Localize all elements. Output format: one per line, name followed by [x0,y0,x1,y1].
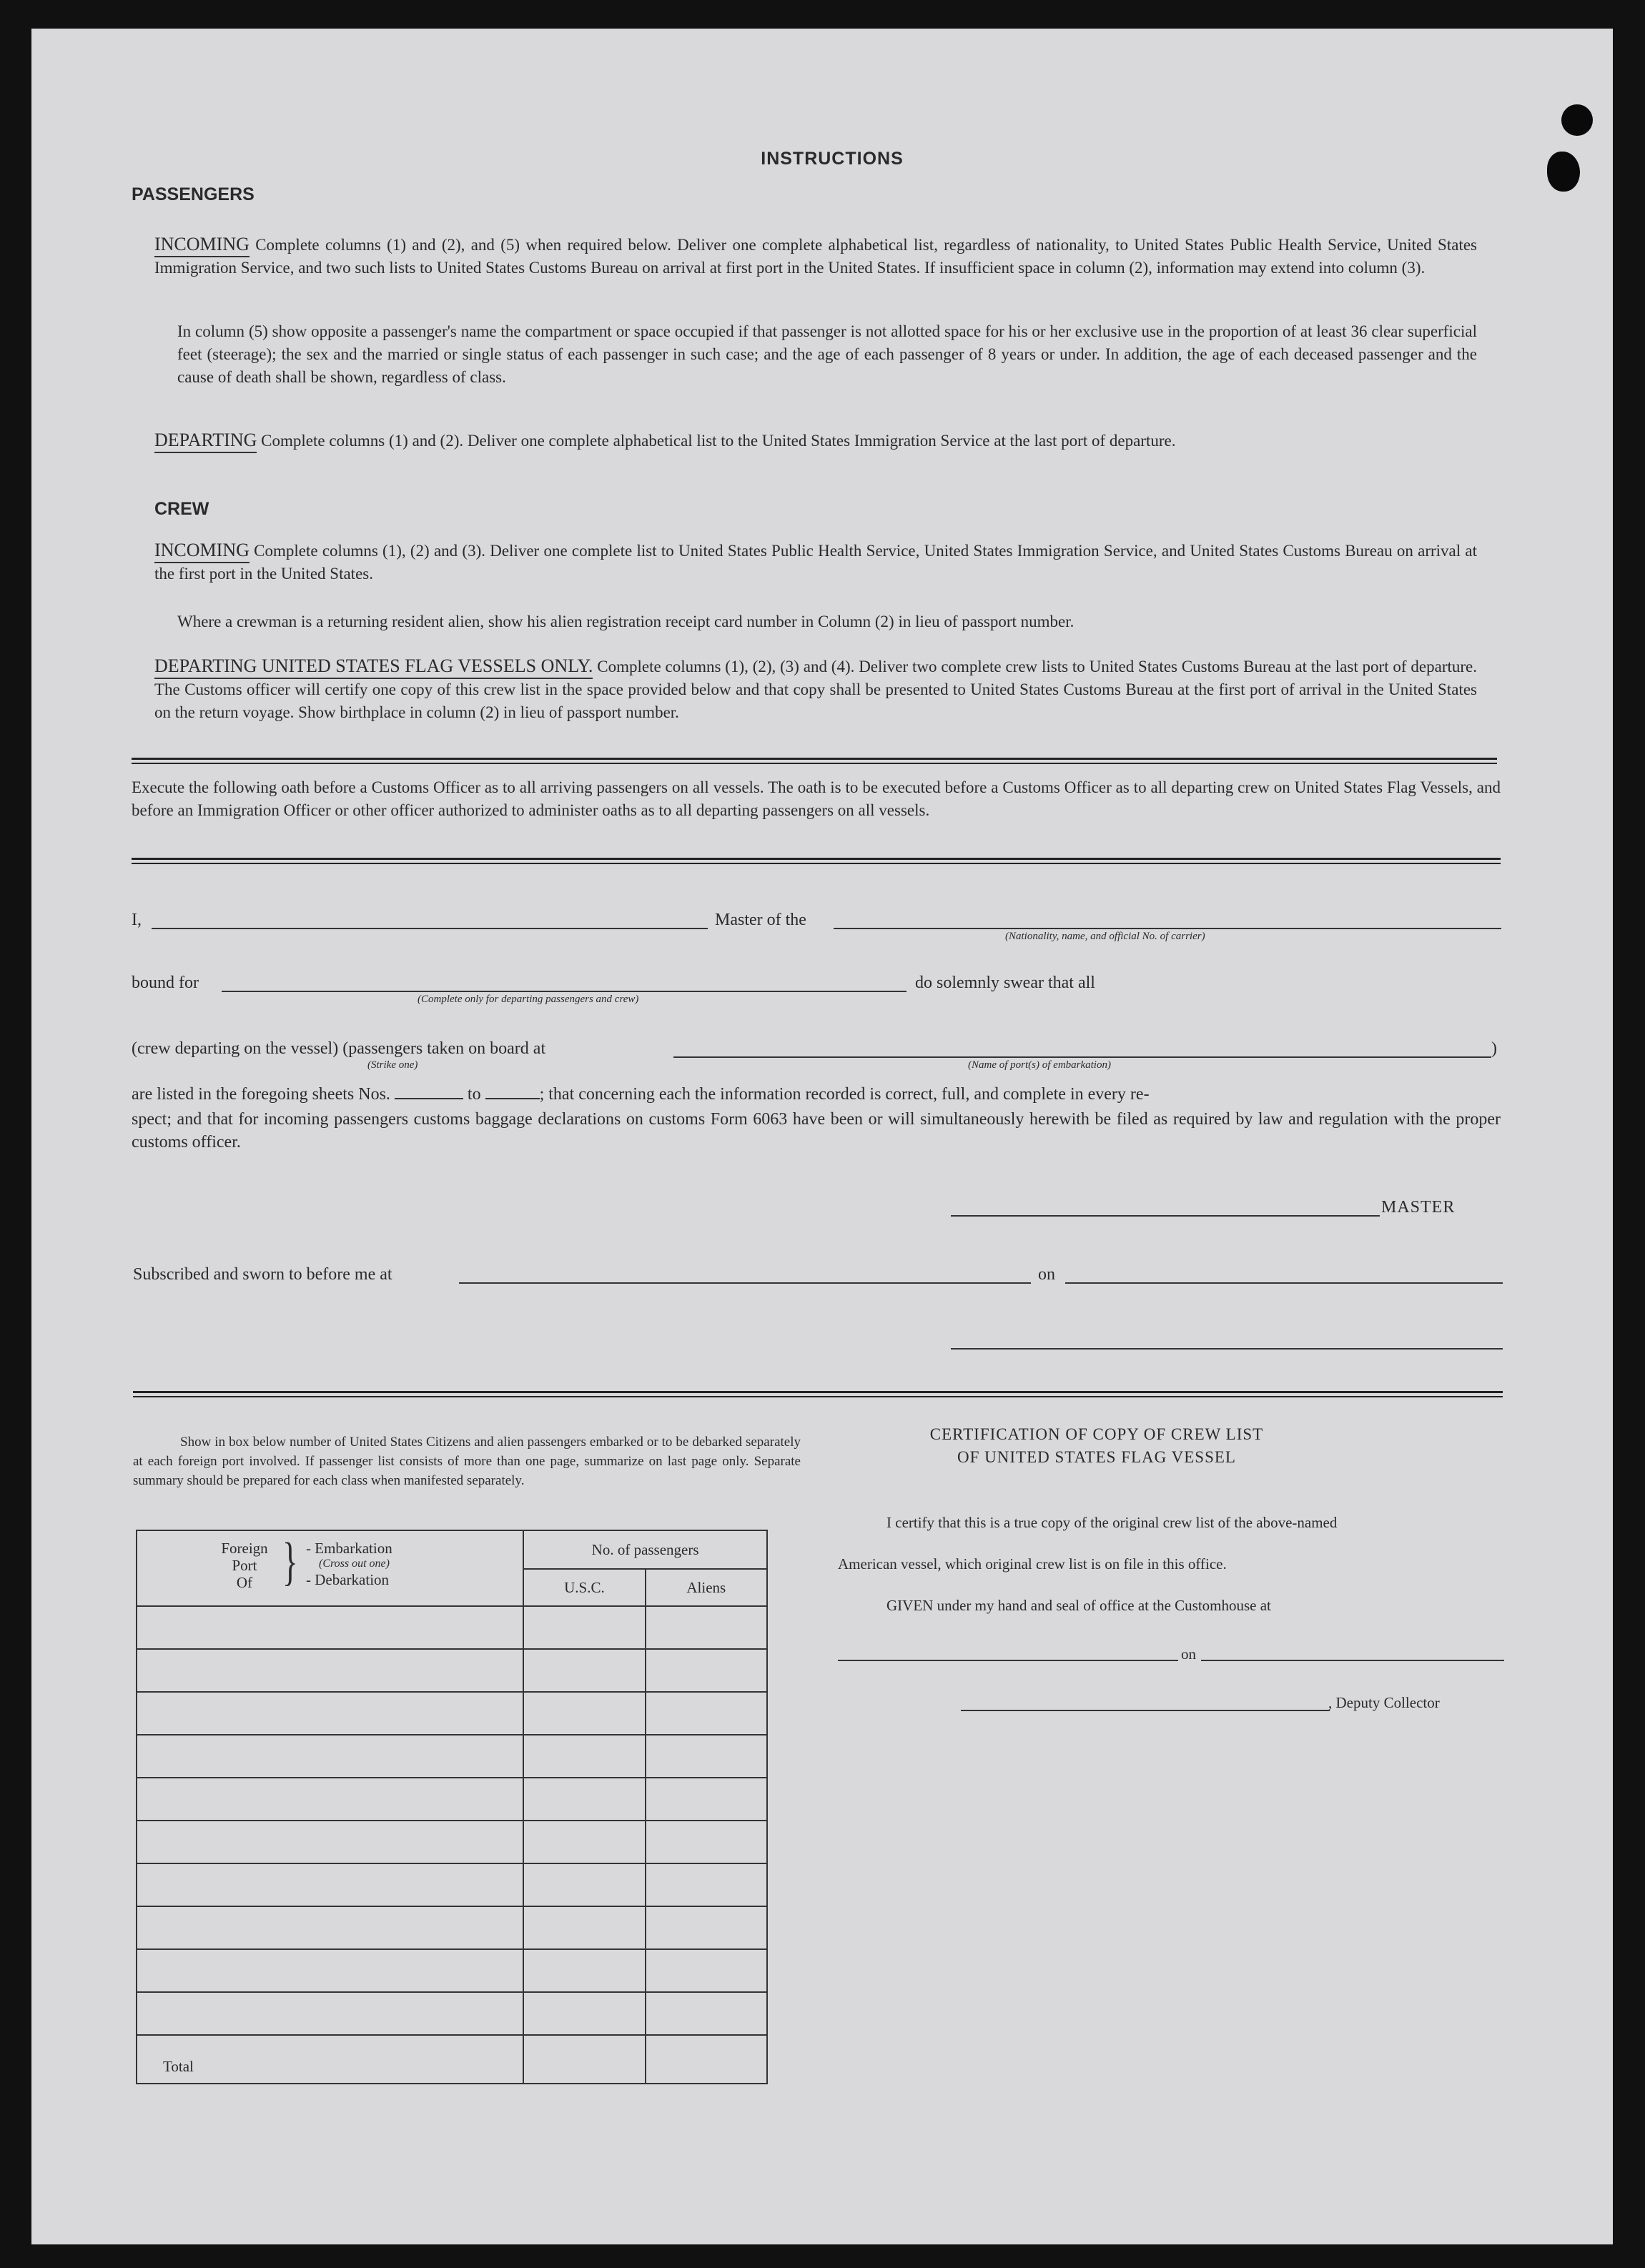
divider-1 [132,758,1497,764]
aliens-cell[interactable] [646,1606,767,1649]
incoming-passengers-block [154,233,1477,279]
master-of-the-label: Master of the [715,911,806,929]
master-signature-field[interactable] [951,1215,1380,1217]
complete-only-note: (Complete only for departing passengers and crew) [418,994,639,1005]
cert-on-label: on [1181,1645,1196,1663]
officer-signature-field[interactable] [951,1348,1503,1350]
crew-heading: CREW [154,499,209,519]
usc-cell[interactable] [523,1735,645,1778]
usc-cell[interactable] [523,1692,645,1735]
form-page [31,29,1613,2244]
usc-cell[interactable] [523,1778,645,1821]
port-embarkation-field[interactable] [673,1056,1491,1058]
aliens-cell[interactable] [646,1735,767,1778]
aliens-cell[interactable] [646,1692,767,1735]
usc-header: U.S.C. [523,1569,645,1606]
listed-line-1 [132,1085,1501,1104]
subscribed-date-field[interactable] [1065,1282,1503,1284]
passengers-heading: PASSENGERS [132,184,255,204]
aliens-cell[interactable] [646,1906,767,1949]
subscribed-place-field[interactable] [459,1282,1031,1284]
usc-cell[interactable] [523,1992,645,2035]
port-cell[interactable] [137,1906,523,1949]
of-label: Of [236,1574,253,1591]
aliens-cell[interactable] [646,1949,767,1992]
port-cell[interactable] [137,1735,523,1778]
embarkation-options [306,1540,392,1588]
incoming-label: INCOMING [154,234,250,257]
summary-intro: Show in box below number of United States Citizens and alien passengers embarked or to be debarked separately at each foreign port involved. If passenger list consists of more than one page, summarize on last page only. Separate summary should be prepared for each class when manifested separately. [133,1435,801,1488]
listed-b: ; that concerning each the information recorded is correct, full, and complete in every re- [539,1085,1150,1104]
subscribed-label: Subscribed and sworn to before me at [133,1265,392,1284]
column5-paragraph: In column (5) show opposite a passenger's name the compartment or space occupied if that passenger is not allotted space for his or her exclusive use in the proportion of at least 36 clear superficial feet (steerage); the sex and the married or single status of each passenger in such case; and the age of each passenger of 8 years or under. In addition, the age of each deceased passenger and the cause of death shall be shown, regardless of class. [177,322,1477,386]
sheet-to-field[interactable] [485,1098,540,1099]
master-label: MASTER [1381,1198,1456,1217]
certification-title-1: CERTIFICATION OF COPY OF CREW LIST [929,1425,1264,1443]
no-passengers-header: No. of passengers [523,1530,767,1569]
aliens-cell[interactable] [646,1778,767,1821]
vessel-field[interactable] [834,928,1501,929]
aliens-cell[interactable] [646,1821,767,1863]
i-label: I, [132,911,142,929]
usc-cell[interactable] [523,1906,645,1949]
nationality-note: (Nationality, name, and official No. of carrier) [1005,931,1205,942]
swear-label: do solemnly swear that all [915,974,1095,992]
subscribed-on-label: on [1038,1265,1055,1284]
usc-cell[interactable] [523,1863,645,1906]
departing-flag-text: Complete columns (1), (2), (3) and (4). Deliver two complete crew lists to United States Customs Bureau at the last port of departure. The Customs officer will certify one copy of this crew list in the space provided below and that copy shall be presented to United States Customs Bureau at the first port of arrival in the United States on the return voyage. Show birthplace in column (2) in lieu of passport number. [154,658,1478,721]
port-header-cell [137,1530,523,1606]
close-paren: ) [1491,1039,1497,1058]
aliens-header: Aliens [646,1569,767,1606]
listed-a: are listed in the foregoing sheets Nos. [132,1085,390,1104]
port-cell[interactable] [137,1821,523,1863]
customhouse-field[interactable] [838,1660,1178,1661]
total-label: Total [163,2058,194,2075]
punch-hole-top [1561,104,1593,136]
ports-note: (Name of port(s) of embarkation) [968,1059,1111,1071]
total-aliens-cell[interactable] [646,2035,767,2084]
port-cell[interactable] [137,1949,523,1992]
deputy-collector-label: , Deputy Collector [1328,1694,1440,1711]
certification-title-2: OF UNITED STATES FLAG VESSEL [957,1448,1236,1466]
crew-incoming-block [154,539,1477,585]
strike-one-note: (Strike one) [367,1059,418,1071]
crew-incoming-label: INCOMING [154,540,250,563]
total-label-cell [137,2035,523,2084]
port-cell[interactable] [137,1606,523,1649]
embarkation-label: - Embarkation [306,1540,392,1557]
sheet-from-field[interactable] [395,1098,463,1099]
departing-flag-label: DEPARTING UNITED STATES FLAG VESSELS ONLY. [154,655,593,679]
departing-passengers-block [154,429,1477,452]
cross-out-label: (Cross out one) [319,1558,390,1570]
brace-icon: } [282,1532,298,1591]
punch-hole-bottom [1547,152,1580,192]
debarkation-label: - Debarkation [306,1571,390,1588]
foreign-port-of [216,1540,273,1591]
aliens-cell[interactable] [646,1649,767,1692]
deputy-signature-field[interactable] [961,1710,1330,1711]
oath-intro: Execute the following oath before a Customs Officer as to all arriving passengers on all vessels. The oath is to be executed before a Customs Officer as to all departing crew on United States Flag Vessels, and before an Immigration Officer or other officer authorized to administer oaths as to all departing passengers on all vessels. [132,778,1501,819]
port-cell[interactable] [137,1692,523,1735]
total-usc-cell[interactable] [523,2035,645,2084]
cert-date-field[interactable] [1201,1660,1504,1661]
divider-3 [133,1391,1503,1397]
usc-cell[interactable] [523,1949,645,1992]
usc-cell[interactable] [523,1606,645,1649]
bound-for-label: bound for [132,974,199,992]
port-label: Port [232,1557,257,1574]
usc-cell[interactable] [523,1649,645,1692]
port-cell[interactable] [137,1649,523,1692]
crew-incoming-text: Complete columns (1), (2) and (3). Deliver one complete list to United States Public Health Service, United States Immigration Service, and United States Customs Bureau on arrival at the first port in the United States. [154,542,1478,583]
bound-for-field[interactable] [222,991,907,992]
foreign-label: Foreign [221,1540,268,1557]
given-line: GIVEN under my hand and seal of office at the Customhouse at [886,1597,1271,1614]
aliens-cell[interactable] [646,1992,767,2035]
passenger-summary-table [136,1530,768,2084]
divider-2 [132,858,1501,864]
usc-cell[interactable] [523,1821,645,1863]
port-cell[interactable] [137,1992,523,2035]
listed-c: spect; and that for incoming passengers customs baggage declarations on customs Form 6063 have been or will simultaneously herewith be filed as required by law and regulation with the proper customs officer. [132,1110,1501,1152]
port-cell[interactable] [137,1778,523,1821]
departing-label: DEPARTING [154,430,257,453]
incoming-text: Complete columns (1) and (2), and (5) when required below. Deliver one complete alphabetical list, regardless of nationality, to United States Public Health Service, United States Immigration Service, and two such lists to United States Customs Bureau on arrival at first port in the United States. If insufficient space in column (2), information may extend into column (3). [154,236,1477,277]
crewman-paragraph: Where a crewman is a returning resident alien, show his alien registration receipt card number in Column (2) in lieu of passport number. [177,613,1075,630]
port-cell[interactable] [137,1863,523,1906]
departing-text: Complete columns (1) and (2). Deliver one complete alphabetical list to the United States Immigration Service at the last port of departure. [261,432,1176,450]
master-name-field[interactable] [152,928,708,929]
certify-line-1: I certify that this is a true copy of the original crew list of the above-named [886,1514,1338,1531]
certify-line-2: American vessel, which original crew list is on file in this office. [838,1555,1227,1573]
listed-to: to [467,1085,481,1104]
crew-departing-label: (crew departing on the vessel) (passengers taken on board at [132,1039,546,1058]
instructions-title: INSTRUCTIONS [761,149,904,169]
aliens-cell[interactable] [646,1863,767,1906]
departing-flag-block [154,655,1477,724]
